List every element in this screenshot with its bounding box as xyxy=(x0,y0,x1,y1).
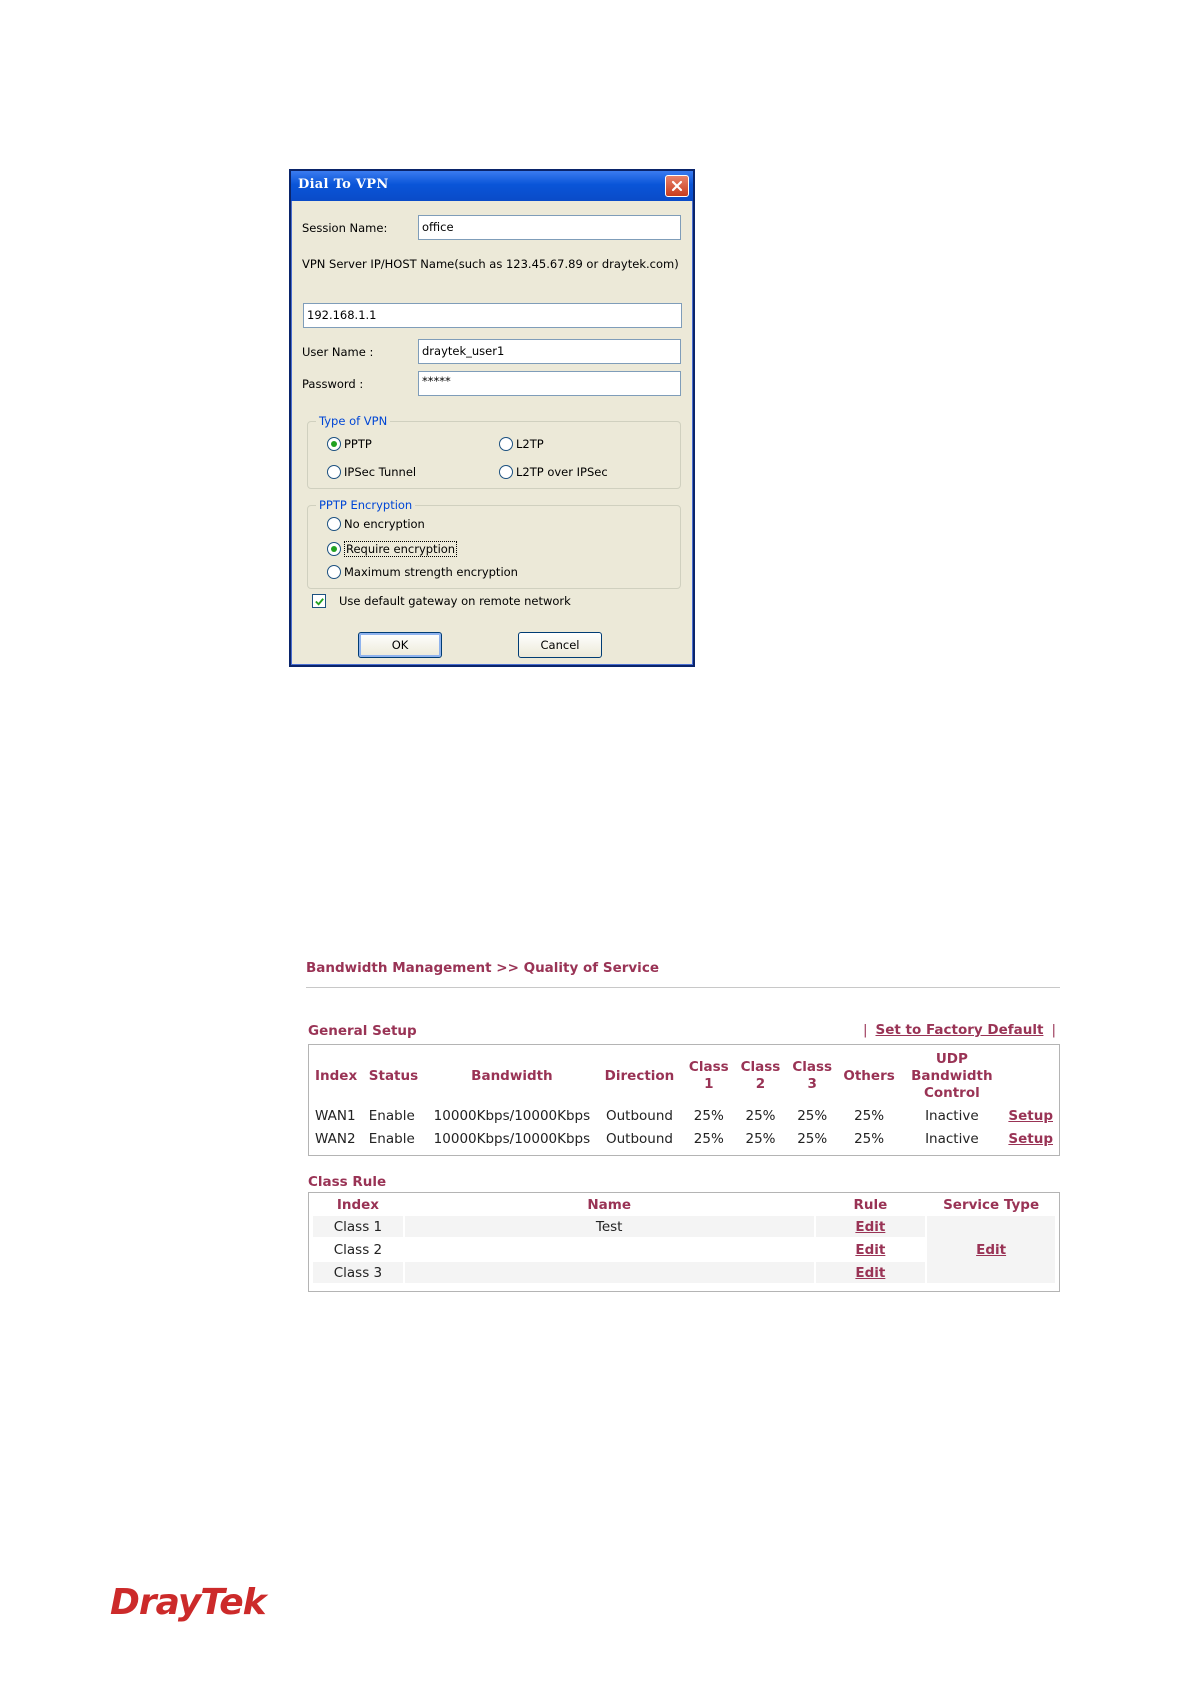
cell-udp: Inactive xyxy=(925,1130,979,1147)
cell-status: Enable xyxy=(368,1130,415,1147)
server-label: VPN Server IP/HOST Name(such as 123.45.67.89 or draytek.com) xyxy=(302,257,679,271)
username-input[interactable]: draytek_user1 xyxy=(418,339,681,364)
username-label: User Name : xyxy=(302,345,374,359)
password-input[interactable]: ***** xyxy=(418,371,681,396)
cell-rule-index: Class 1 xyxy=(313,1216,403,1237)
radio-ipsec-tunnel-label: IPSec Tunnel xyxy=(344,465,417,479)
radio-l2tp-over-ipsec[interactable] xyxy=(499,465,608,479)
cell-index: WAN2 xyxy=(315,1130,356,1147)
cell-class3: 25% xyxy=(797,1107,828,1124)
col-class3: Class 3 xyxy=(792,1059,833,1092)
session-name-input[interactable]: office xyxy=(418,215,681,240)
cell-class2: 25% xyxy=(745,1107,776,1124)
rule-edit-link[interactable]: Edit xyxy=(855,1264,886,1281)
col-index: Index xyxy=(315,1067,358,1084)
password-label: Password : xyxy=(302,377,364,391)
col-rule-index: Index xyxy=(336,1197,380,1213)
cell-class1: 25% xyxy=(693,1107,724,1124)
dialog-titlebar[interactable] xyxy=(291,171,693,201)
cell-class1: 25% xyxy=(693,1130,724,1147)
session-name-label: Session Name: xyxy=(302,221,388,235)
cell-service-type xyxy=(927,1216,1055,1283)
cell-direction: Outbound xyxy=(605,1130,673,1147)
server-input[interactable]: 192.168.1.1 xyxy=(303,303,682,328)
setup-link[interactable]: Setup xyxy=(1008,1107,1053,1124)
radio-require-encryption-label: Require encryption xyxy=(346,542,456,556)
cell-rule-name xyxy=(405,1239,814,1260)
radio-dot-selected xyxy=(327,542,341,556)
radio-ipsec-tunnel[interactable] xyxy=(327,465,416,479)
cell-bandwidth: 10000Kbps/10000Kbps xyxy=(433,1130,591,1147)
ok-button[interactable]: OK xyxy=(358,632,442,658)
pptp-encryption-legend: PPTP Encryption xyxy=(316,498,415,512)
default-gateway-checkbox[interactable] xyxy=(312,594,326,608)
radio-no-encryption-label: No encryption xyxy=(344,517,425,531)
radio-l2tp[interactable] xyxy=(499,437,544,451)
rule-edit-link[interactable]: Edit xyxy=(855,1218,886,1235)
radio-dot xyxy=(499,437,513,451)
cell-class3: 25% xyxy=(797,1130,828,1147)
cell-direction: Outbound xyxy=(605,1107,673,1124)
table-row xyxy=(313,1105,1055,1126)
dialog-body xyxy=(291,201,693,665)
radio-dot xyxy=(327,565,341,579)
breadcrumb: Bandwidth Management >> Quality of Service xyxy=(306,960,659,976)
col-rule-rule: Rule xyxy=(853,1197,888,1213)
radio-no-encryption[interactable] xyxy=(327,517,425,531)
cell-rule-index: Class 2 xyxy=(313,1239,403,1260)
cell-action xyxy=(1005,1128,1055,1149)
radio-l2tp-label: L2TP xyxy=(516,437,544,451)
general-setup-table xyxy=(311,1047,1057,1151)
cell-rule-name: Test xyxy=(405,1216,814,1237)
radio-dot-selected xyxy=(327,437,341,451)
cell-action xyxy=(1005,1105,1055,1126)
cell-others: 25% xyxy=(854,1107,885,1124)
default-gateway-label: Use default gateway on remote network xyxy=(339,594,571,608)
col-status: Status xyxy=(368,1067,419,1084)
col-udp: UDP Bandwidth Control xyxy=(911,1050,993,1101)
separator-right: | xyxy=(1051,1022,1056,1038)
general-setup-table-box xyxy=(308,1044,1060,1156)
cell-bandwidth: 10000Kbps/10000Kbps xyxy=(433,1107,591,1124)
rule-edit-link[interactable]: Edit xyxy=(855,1241,886,1258)
factory-default-bar xyxy=(863,1022,1056,1038)
checkmark-icon xyxy=(314,596,325,607)
table-row xyxy=(313,1128,1055,1149)
cell-rule-index: Class 3 xyxy=(313,1262,403,1283)
radio-pptp-label: PPTP xyxy=(344,437,372,451)
table-row xyxy=(313,1216,1055,1237)
col-class1: Class 1 xyxy=(688,1059,729,1092)
draytek-logo: DrayTek xyxy=(110,1582,266,1623)
radio-max-encryption[interactable] xyxy=(327,565,518,579)
col-action xyxy=(1005,1049,1055,1103)
cell-rule-edit xyxy=(816,1216,926,1237)
radio-pptp[interactable] xyxy=(327,437,372,451)
cell-status: Enable xyxy=(368,1107,415,1124)
radio-dot xyxy=(327,517,341,531)
cancel-button[interactable]: Cancel xyxy=(518,632,602,658)
col-bandwidth: Bandwidth xyxy=(471,1067,553,1084)
class-rule-table-box xyxy=(308,1192,1060,1292)
breadcrumb-divider xyxy=(306,987,1060,988)
close-icon[interactable] xyxy=(665,175,689,197)
radio-l2tp-over-ipsec-label: L2TP over IPSec xyxy=(516,465,608,479)
cell-index: WAN1 xyxy=(315,1107,356,1124)
cell-rule-edit xyxy=(816,1262,926,1283)
col-rule-name: Name xyxy=(587,1197,631,1213)
cell-rule-edit xyxy=(816,1239,926,1260)
vpn-type-legend: Type of VPN xyxy=(316,414,390,428)
col-others: Others xyxy=(843,1067,895,1084)
separator-left: | xyxy=(862,1022,868,1038)
cell-class2: 25% xyxy=(745,1130,776,1147)
col-direction: Direction xyxy=(604,1067,675,1084)
cell-rule-name xyxy=(405,1262,814,1283)
cell-udp: Inactive xyxy=(925,1107,979,1124)
col-class2: Class 2 xyxy=(740,1059,781,1092)
radio-dot xyxy=(499,465,513,479)
cell-others: 25% xyxy=(854,1130,885,1147)
dial-to-vpn-dialog xyxy=(289,169,695,667)
radio-dot xyxy=(327,465,341,479)
class-rule-table xyxy=(311,1195,1057,1285)
service-type-edit-link[interactable]: Edit xyxy=(976,1241,1007,1258)
general-setup-title: General Setup xyxy=(308,1023,417,1039)
col-service-type: Service Type xyxy=(943,1197,1040,1213)
radio-require-encryption[interactable] xyxy=(327,541,457,557)
factory-default-link[interactable]: Set to Factory Default xyxy=(875,1022,1044,1038)
dialog-title: Dial To VPN xyxy=(298,177,389,192)
radio-max-encryption-label: Maximum strength encryption xyxy=(344,565,518,579)
setup-link[interactable]: Setup xyxy=(1008,1130,1053,1147)
class-rule-title: Class Rule xyxy=(308,1174,387,1190)
